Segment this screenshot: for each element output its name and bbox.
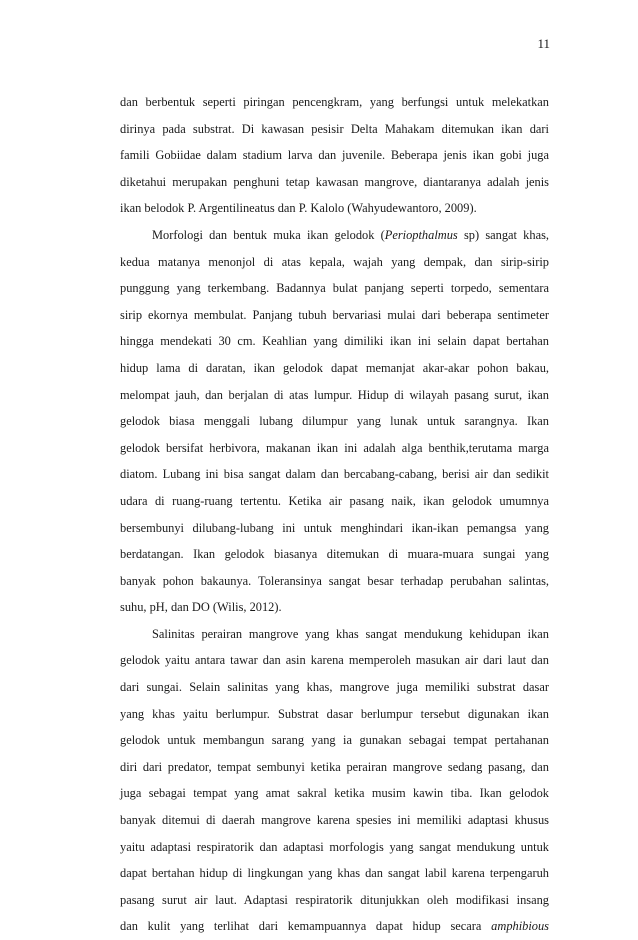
page-number: 11 <box>537 36 550 51</box>
text-line <box>120 355 549 382</box>
text-line <box>120 302 549 329</box>
text-segment: dirinya pada substrat. Di kawasan pesisir Delta Mahakam ditemukan ikan dari <box>120 121 549 136</box>
text-line <box>120 807 549 834</box>
text-segment: gelodok untuk membangun sarang yang ia gunakan sebagai tempat pertahanan <box>120 733 549 748</box>
text-segment: juga sebagai tempat yang amat sakral ketika musim kawin tiba. Ikan gelodok <box>120 786 549 801</box>
text-segment: dapat bertahan hidup di lingkungan yang khas dan sangat labil karena terpengaruh <box>120 866 549 881</box>
text-segment: suhu, pH, dan DO (Wilis, 2012). <box>120 600 282 615</box>
text-segment: yaitu adaptasi respiratorik dan adaptasi morfologis yang sangat mendukung untuk <box>120 839 549 854</box>
text-segment: sirip ekornya membulat. Panjang tubuh bervariasi mulai dari beberapa sentimeter <box>120 307 549 322</box>
text-line <box>120 382 549 409</box>
text-segment: diketahui merupakan penghuni tetap kawasan mangrove, diantaranya adalah jenis <box>120 174 549 189</box>
text-line <box>120 461 549 488</box>
text-segment: banyak ditemui di daerah mangrove karena spesies ini memiliki adaptasi khusus <box>120 813 549 828</box>
text-segment: pasang surut air laut. Adaptasi respiratorik ditunjukkan oleh modifikasi insang <box>120 892 549 907</box>
text-segment: punggung yang terkembang. Badannya bulat panjang seperti torpedo, sementara <box>120 281 549 296</box>
text-segment: ikan belodok P. Argentilineatus dan P. Kalolo (Wahyudewantoro, 2009). <box>120 201 477 216</box>
italic-term: amphibious <box>491 919 549 934</box>
text-segment: hingga mendekati 30 cm. Keahlian yang dimiliki ikan ini selain dapat bertahan <box>120 334 549 349</box>
text-line <box>120 727 549 754</box>
text-segment: kedua matanya menonjol di atas kepala, wajah yang dempak, dan sirip-sirip <box>120 254 549 269</box>
text-line <box>120 328 549 355</box>
text-line <box>120 834 549 861</box>
text-line <box>120 701 549 728</box>
text-line <box>120 142 549 169</box>
text-line <box>120 568 549 595</box>
text-line <box>120 674 549 701</box>
text-line <box>120 275 549 302</box>
text-segment: udara di ruang-ruang tertentu. Ketika air pasang naik, ikan gelodok umumnya <box>120 493 549 508</box>
text-line <box>120 594 549 621</box>
text-segment: diri dari predator, tempat sembunyi ketika perairan mangrove sedang pasang, dan <box>120 759 549 774</box>
text-line <box>120 169 549 196</box>
text-line <box>120 408 549 435</box>
text-segment: dan kulit yang terlihat dari kemampuannya dapat hidup secara <box>120 919 492 934</box>
text-line <box>120 116 549 143</box>
text-segment: diatom. Lubang ini bisa sangat dalam dan bercabang-cabang, berisi air dan sedikit <box>120 467 549 482</box>
text-segment: gelodok bersifat herbivora, makanan ikan ini adalah alga benthik,terutama marga <box>120 440 549 455</box>
text-line <box>120 488 549 515</box>
document-body <box>120 89 549 940</box>
text-line <box>120 780 549 807</box>
text-segment: berdatangan. Ikan gelodok biasanya ditemukan di muara-muara sungai yang <box>120 547 549 562</box>
text-segment: famili Gobiidae dalam stadium larva dan juvenile. Beberapa jenis ikan gobi juga <box>120 148 549 163</box>
text-line <box>120 89 549 116</box>
text-segment: hidup lama di daratan, ikan gelodok dapat memanjat akar-akar pohon bakau, <box>120 360 549 375</box>
text-segment: gelodok biasa menggali lubang dilumpur yang lunak untuk sarangnya. Ikan <box>120 414 549 429</box>
text-line <box>120 647 549 674</box>
text-segment: dan berbentuk seperti piringan pencengkram, yang berfungsi untuk melekatkan <box>120 95 549 109</box>
text-segment: yang khas yaitu berlumpur. Substrat dasar berlumpur tersebut digunakan ikan <box>120 706 549 721</box>
text-segment: melompat jauh, dan berjalan di atas lumpur. Hidup di wilayah pasang surut, ikan <box>120 387 549 402</box>
text-segment: gelodok yaitu antara tawar dan asin karena memperoleh masukan air dari laut dan <box>120 653 549 668</box>
text-line <box>120 222 549 249</box>
text-segment: bersembunyi dilubang-lubang ini untuk menghindari ikan-ikan pemangsa yang <box>120 520 549 535</box>
text-segment: Morfologi dan bentuk muka ikan gelodok ( <box>152 227 385 242</box>
text-segment: dari sungai. Selain salinitas yang khas, mangrove juga memiliki substrat dasar <box>120 680 549 695</box>
text-line <box>120 913 549 940</box>
text-line <box>120 515 549 542</box>
text-segment: sp) sangat khas, <box>457 227 549 242</box>
text-line <box>120 860 549 887</box>
text-segment: banyak pohon bakaunya. Toleransinya sangat besar terhadap perubahan salintas, <box>120 573 549 588</box>
text-line <box>120 541 549 568</box>
text-line <box>120 754 549 781</box>
text-line <box>120 887 549 914</box>
text-line <box>120 249 549 276</box>
text-line <box>120 621 549 648</box>
text-line <box>120 435 549 462</box>
italic-term: Periopthalmus <box>384 227 458 242</box>
text-line <box>120 195 549 222</box>
text-segment: Salinitas perairan mangrove yang khas sangat mendukung kehidupan ikan <box>152 626 549 641</box>
